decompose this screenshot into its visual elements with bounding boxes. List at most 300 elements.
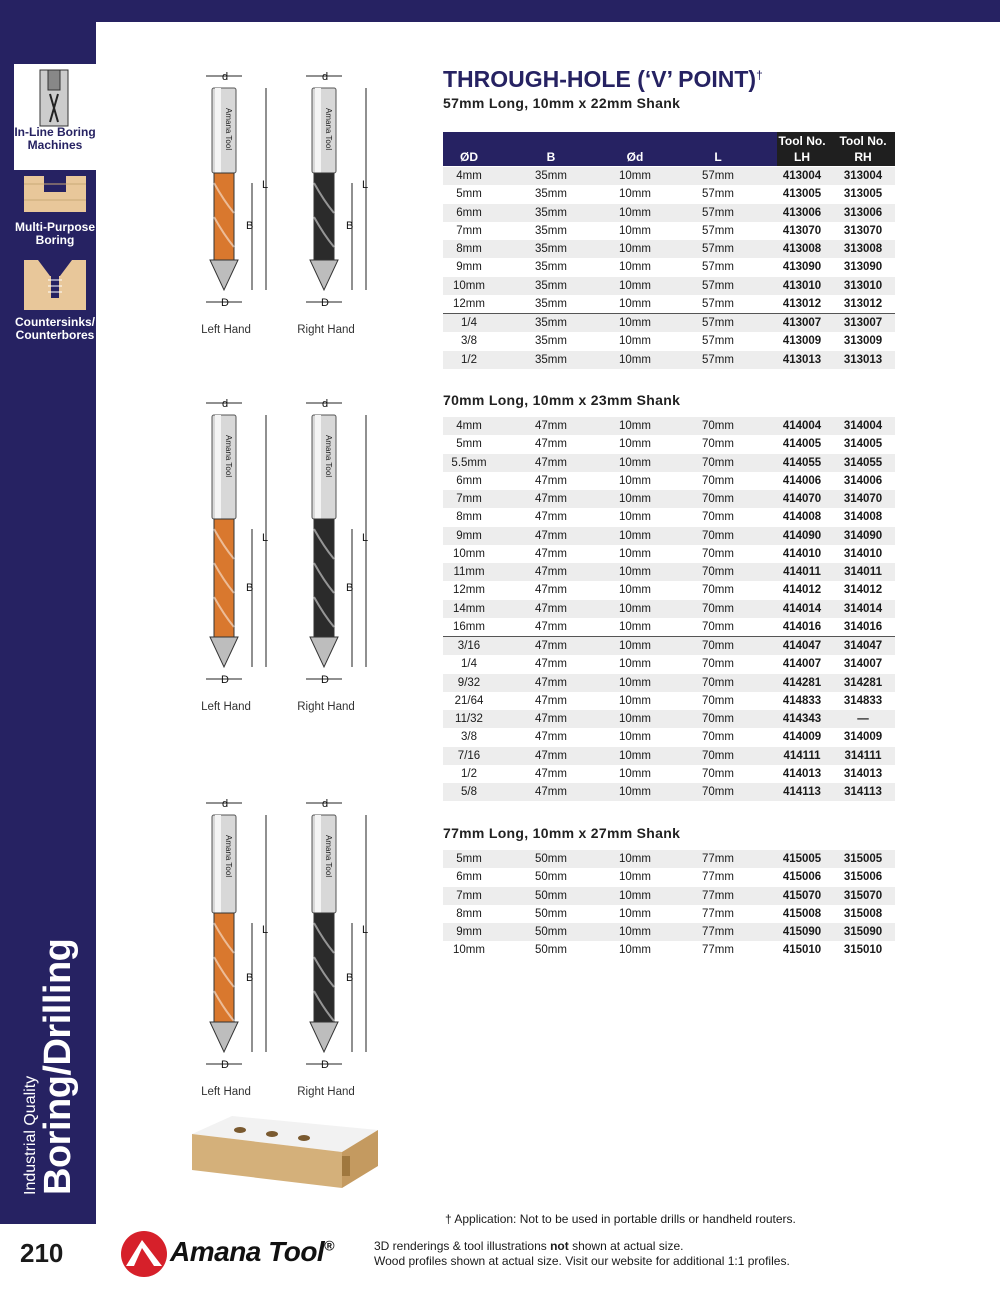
section-2-subtitle: 70mm Long, 10mm x 23mm Shank	[443, 392, 681, 408]
cell-b: 50mm	[535, 871, 567, 884]
cell-lh: 415010	[782, 944, 822, 957]
cell-d: 10mm	[607, 600, 663, 618]
cell-b: 47mm	[535, 438, 567, 451]
dim-D-label: D	[321, 674, 329, 686]
dim-D-label: D	[221, 674, 229, 686]
sidebar-card-countersinks[interactable]	[14, 258, 96, 314]
cell-l: 57mm	[663, 204, 773, 222]
cell-lh: 413010	[773, 277, 831, 295]
table-row	[443, 581, 895, 599]
cell-b: 47mm	[495, 454, 607, 472]
dim-B-label: B	[346, 582, 354, 594]
shank-brand-text: Amana Tool	[324, 435, 333, 478]
cell-l: 70mm	[663, 674, 773, 692]
cell-od: 4mm	[443, 417, 495, 435]
cell-od: 10mm	[443, 277, 495, 295]
cell-d: 10mm	[607, 527, 663, 545]
note-post: shown at actual size.	[568, 1239, 684, 1253]
table-row	[443, 314, 895, 333]
cell-lh: 414012	[782, 584, 822, 597]
cell-od: 12mm	[453, 297, 485, 310]
cell-b: 47mm	[495, 527, 607, 545]
cell-od: 5mm	[456, 438, 482, 451]
cell-d: 10mm	[607, 563, 663, 581]
cell-rh: 313012	[843, 297, 883, 310]
cell-od: 8mm	[456, 511, 482, 524]
table-row	[443, 472, 895, 490]
sidebar-card-multi-purpose[interactable]	[14, 172, 96, 216]
cell-od: 1/4	[461, 658, 477, 671]
shank-brand-text: Amana Tool	[224, 435, 233, 478]
dim-L-label: L	[262, 532, 269, 544]
cell-l: 57mm	[663, 240, 773, 258]
cell-od: 7mm	[456, 224, 482, 237]
cell-rh: 313090	[843, 261, 883, 274]
cell-lh: 414004	[773, 417, 831, 435]
cell-od: 6mm	[456, 871, 482, 884]
dim-d-label: d	[221, 398, 229, 410]
cell-rh: 314009	[843, 731, 883, 744]
dim-B-label: B	[246, 972, 254, 984]
cell-lh: 414343	[773, 710, 831, 728]
cell-lh: 414016	[782, 620, 822, 633]
cell-od: 12mm	[453, 584, 485, 597]
cell-l: 70mm	[702, 658, 734, 671]
cell-od: 6mm	[456, 474, 482, 487]
dim-d-label: d	[321, 398, 329, 410]
cell-d: 10mm	[619, 871, 651, 884]
cell-d: 10mm	[607, 747, 663, 765]
cell-b: 47mm	[535, 511, 567, 524]
cell-b: 35mm	[535, 188, 567, 201]
cell-b: 35mm	[495, 351, 607, 369]
cell-od: 4mm	[443, 167, 495, 185]
dim-D-label: D	[321, 297, 329, 309]
table-row	[443, 710, 895, 728]
brand-name: Amana Tool	[170, 1236, 325, 1267]
dim-d-label: d	[321, 798, 329, 810]
cell-b: 50mm	[535, 944, 567, 957]
cell-rh: 315008	[843, 907, 883, 920]
cell-lh: 414005	[782, 438, 822, 451]
table-row	[443, 868, 895, 886]
cell-d: 10mm	[619, 944, 651, 957]
cell-d: 10mm	[619, 474, 651, 487]
table-77mm	[443, 850, 895, 960]
cell-d: 10mm	[607, 417, 663, 435]
table-row	[443, 167, 895, 185]
cell-b: 47mm	[495, 747, 607, 765]
cell-l: 77mm	[702, 907, 734, 920]
cell-lh: 413008	[773, 240, 831, 258]
cell-rh: 314011	[831, 563, 895, 581]
col-lh-line2: LH	[794, 150, 810, 164]
cell-lh: 413012	[782, 297, 822, 310]
cell-od: 5/8	[443, 783, 495, 801]
table-row	[443, 747, 895, 765]
cell-l: 57mm	[702, 224, 734, 237]
cell-lh: 414010	[782, 547, 822, 560]
dim-D-label: D	[221, 297, 229, 309]
cell-b: 35mm	[495, 240, 607, 258]
table-row	[443, 454, 895, 472]
cell-b: 47mm	[535, 474, 567, 487]
top-bar	[0, 0, 1000, 22]
table-row	[443, 295, 895, 314]
cell-d: 10mm	[607, 850, 663, 868]
cell-rh: 314006	[843, 474, 883, 487]
table-row	[443, 435, 895, 453]
table-row	[443, 783, 895, 801]
inline-boring-icon	[14, 64, 96, 170]
cell-d: 10mm	[607, 710, 663, 728]
table-row	[443, 618, 895, 637]
section-vertical-title	[22, 939, 77, 1195]
right-hand-caption: Right Hand	[297, 701, 355, 713]
cell-l: 57mm	[702, 261, 734, 274]
cell-rh: 314047	[831, 637, 895, 656]
cell-d: 10mm	[607, 783, 663, 801]
cell-lh: 413070	[782, 224, 822, 237]
cell-l: 77mm	[663, 887, 773, 905]
cell-l: 77mm	[702, 944, 734, 957]
cell-b: 47mm	[535, 547, 567, 560]
cell-lh: 415090	[773, 923, 831, 941]
amana-logo-icon	[120, 1230, 168, 1278]
cell-lh: 413005	[782, 188, 822, 201]
cell-b: 35mm	[535, 261, 567, 274]
table-row	[443, 332, 895, 350]
cell-b: 47mm	[495, 637, 607, 656]
table-header	[443, 132, 895, 166]
cell-l: 57mm	[702, 297, 734, 310]
cell-l: 70mm	[663, 417, 773, 435]
cell-d: 10mm	[619, 767, 651, 780]
cell-rh: 314004	[831, 417, 895, 435]
cell-rh: 314007	[843, 658, 883, 671]
cell-lh: 415008	[782, 907, 822, 920]
cell-od: 7mm	[443, 490, 495, 508]
cell-od: 5.5mm	[443, 454, 495, 472]
cell-l: 70mm	[702, 694, 734, 707]
cell-d: 10mm	[619, 297, 651, 310]
cell-rh: 314012	[843, 584, 883, 597]
table-row	[443, 351, 895, 369]
cell-b: 47mm	[495, 417, 607, 435]
cell-rh: 314014	[831, 600, 895, 618]
cell-b: 35mm	[535, 297, 567, 310]
left-hand-caption: Left Hand	[201, 1086, 251, 1098]
countersink-icon	[14, 258, 96, 314]
table-row	[443, 941, 895, 959]
cell-rh: 314016	[843, 620, 883, 633]
dim-L-label: L	[262, 179, 269, 191]
cell-lh: 414007	[782, 658, 822, 671]
dim-B-label: B	[246, 582, 254, 594]
cell-lh: 413013	[773, 351, 831, 369]
cell-l: 57mm	[702, 188, 734, 201]
cell-lh: 415005	[773, 850, 831, 868]
table-row	[443, 923, 895, 941]
shank-brand-text: Amana Tool	[324, 108, 333, 151]
cell-od: 10mm	[453, 547, 485, 560]
cell-od: 11/32	[443, 710, 495, 728]
cell-lh: 414113	[773, 783, 831, 801]
cell-l: 70mm	[702, 547, 734, 560]
cell-od: 7mm	[443, 887, 495, 905]
shank-brand-text: Amana Tool	[224, 835, 233, 878]
cell-d: 10mm	[619, 907, 651, 920]
cell-l: 77mm	[702, 871, 734, 884]
cell-b: 47mm	[495, 490, 607, 508]
cell-d: 10mm	[607, 240, 663, 258]
table-70mm	[443, 417, 895, 801]
page-number: 210	[20, 1238, 64, 1268]
cell-lh: 414006	[782, 474, 822, 487]
cell-l: 57mm	[663, 277, 773, 295]
cell-rh: 314113	[831, 783, 895, 801]
cell-rh: 313013	[831, 351, 895, 369]
cell-d: 10mm	[607, 674, 663, 692]
footnote: † Application: Not to be used in portable drills or handheld routers.	[445, 1212, 796, 1226]
cell-l: 57mm	[663, 351, 773, 369]
right-hand-drill-diagram	[294, 68, 404, 328]
section-big-label: Boring/Drilling	[37, 938, 79, 1195]
cell-b: 47mm	[535, 767, 567, 780]
left-hand-caption: Left Hand	[201, 701, 251, 713]
cell-b: 35mm	[495, 167, 607, 185]
cell-b: 35mm	[495, 277, 607, 295]
cell-l: 70mm	[702, 620, 734, 633]
table-row	[443, 222, 895, 240]
cell-b: 47mm	[535, 694, 567, 707]
table-row	[443, 637, 895, 656]
cell-l: 70mm	[702, 438, 734, 451]
section-1-subtitle: 57mm Long, 10mm x 22mm Shank	[443, 95, 681, 111]
cell-b: 35mm	[535, 335, 567, 348]
cell-d: 10mm	[607, 490, 663, 508]
table-row	[443, 765, 895, 783]
cell-lh: 415006	[782, 871, 822, 884]
cell-d: 10mm	[619, 658, 651, 671]
cell-l: 57mm	[663, 314, 773, 333]
cell-rh: 314090	[831, 527, 895, 545]
cell-d: 10mm	[607, 277, 663, 295]
cell-b: 47mm	[535, 620, 567, 633]
cell-rh: 315006	[843, 871, 883, 884]
cell-l: 77mm	[663, 923, 773, 941]
cell-lh: 413090	[782, 261, 822, 274]
col-rh-line2: RH	[854, 150, 872, 164]
cell-l: 70mm	[702, 767, 734, 780]
cell-b: 47mm	[535, 584, 567, 597]
cell-od: 3/8	[461, 731, 477, 744]
title-dagger: †	[756, 68, 763, 82]
cell-rh: 314008	[843, 511, 883, 524]
cell-lh: 414009	[782, 731, 822, 744]
cell-d: 10mm	[607, 314, 663, 333]
cell-od: 9mm	[443, 923, 495, 941]
right-hand-drill-diagram	[294, 395, 404, 705]
cell-b: 35mm	[535, 224, 567, 237]
cell-d: 10mm	[607, 454, 663, 472]
cell-lh: 414833	[782, 694, 822, 707]
cell-od: 10mm	[453, 944, 485, 957]
cell-rh: 313005	[843, 188, 883, 201]
table-row	[443, 204, 895, 222]
table-row	[443, 545, 895, 563]
cell-od: 9mm	[456, 261, 482, 274]
cell-od: 8mm	[443, 240, 495, 258]
sidebar-card-inline-boring[interactable]	[14, 64, 96, 170]
cell-l: 70mm	[663, 454, 773, 472]
cell-l: 70mm	[663, 527, 773, 545]
cell-l: 70mm	[702, 584, 734, 597]
multi-purpose-boring-icon	[14, 172, 96, 216]
cell-b: 35mm	[495, 314, 607, 333]
shank-brand-text: Amana Tool	[324, 835, 333, 878]
table-row	[443, 692, 895, 710]
cell-rh: 314111	[831, 747, 895, 765]
dim-B-label: B	[246, 220, 254, 232]
section-3-subtitle: 77mm Long, 10mm x 27mm Shank	[443, 825, 681, 841]
table-57mm	[443, 167, 895, 369]
cell-l: 70mm	[663, 637, 773, 656]
cell-od: 9mm	[443, 527, 495, 545]
left-hand-caption: Left Hand	[201, 324, 251, 336]
cell-lh: 414013	[782, 767, 822, 780]
cell-l: 70mm	[663, 783, 773, 801]
cell-d: 10mm	[607, 923, 663, 941]
cell-d: 10mm	[619, 188, 651, 201]
cell-lh: 414011	[773, 563, 831, 581]
cell-od: 14mm	[443, 600, 495, 618]
cell-d: 10mm	[607, 351, 663, 369]
cell-d: 10mm	[619, 547, 651, 560]
table-row	[443, 655, 895, 673]
cell-rh: 314005	[843, 438, 883, 451]
cell-b: 50mm	[535, 907, 567, 920]
dim-B-label: B	[346, 972, 354, 984]
cell-rh: 314070	[831, 490, 895, 508]
cell-l: 70mm	[663, 563, 773, 581]
cell-od: 21/64	[454, 694, 484, 707]
shank-brand-text: Amana Tool	[224, 108, 233, 151]
cell-l: 70mm	[702, 511, 734, 524]
cell-od: 6mm	[443, 204, 495, 222]
cell-rh: 314281	[831, 674, 895, 692]
col-lh-line1: Tool No.	[778, 134, 826, 148]
table-row	[443, 728, 895, 746]
col-od: ØD	[460, 150, 478, 164]
cell-l: 70mm	[663, 747, 773, 765]
cell-b: 47mm	[535, 658, 567, 671]
cell-rh: 313008	[831, 240, 895, 258]
page-title	[443, 66, 763, 93]
cell-rh: 313010	[831, 277, 895, 295]
cell-lh: 414014	[773, 600, 831, 618]
cell-od: 8mm	[456, 907, 482, 920]
cell-od: 1/2	[461, 767, 477, 780]
cell-rh: 315010	[843, 944, 883, 957]
cell-lh: 414008	[782, 511, 822, 524]
cell-b: 47mm	[495, 600, 607, 618]
cell-od: 5mm	[443, 850, 495, 868]
cell-d: 10mm	[607, 167, 663, 185]
table-row	[443, 185, 895, 203]
cell-rh: 313007	[831, 314, 895, 333]
right-hand-drill-diagram	[294, 795, 404, 1090]
cell-l: 70mm	[663, 710, 773, 728]
cell-od: 3/16	[443, 637, 495, 656]
cell-b: 50mm	[495, 887, 607, 905]
table-row	[443, 674, 895, 692]
cell-lh: 415070	[773, 887, 831, 905]
cell-rh: 313009	[843, 335, 883, 348]
cell-l: 70mm	[663, 490, 773, 508]
cell-b: 50mm	[495, 923, 607, 941]
dim-d-label: d	[321, 71, 329, 83]
cell-d: 10mm	[607, 887, 663, 905]
cell-d: 10mm	[619, 620, 651, 633]
table-row	[443, 850, 895, 868]
brand-registered: ®	[324, 1237, 335, 1254]
cell-lh: 413004	[773, 167, 831, 185]
cell-lh: 413007	[773, 314, 831, 333]
left-hand-drill-diagram	[194, 395, 304, 705]
table-row	[443, 277, 895, 295]
cell-lh: 413009	[782, 335, 822, 348]
cell-l: 70mm	[663, 600, 773, 618]
cell-b: 50mm	[495, 850, 607, 868]
right-hand-caption: Right Hand	[297, 324, 355, 336]
cell-d: 10mm	[619, 335, 651, 348]
note-pre: 3D renderings & tool illustrations	[374, 1239, 551, 1253]
table-row	[443, 563, 895, 581]
cell-b: 47mm	[495, 710, 607, 728]
cell-od: 5mm	[456, 188, 482, 201]
table-row	[443, 527, 895, 545]
cell-rh: 315090	[831, 923, 895, 941]
cell-b: 47mm	[495, 783, 607, 801]
dim-D-label: D	[321, 1059, 329, 1071]
cell-lh: 414055	[773, 454, 831, 472]
cell-l: 77mm	[663, 850, 773, 868]
dim-D-label: D	[221, 1059, 229, 1071]
table-row	[443, 905, 895, 923]
cell-b: 47mm	[495, 563, 607, 581]
table-row	[443, 240, 895, 258]
col-d: Ød	[626, 150, 644, 164]
right-hand-caption: Right Hand	[297, 1086, 355, 1098]
cell-b: 47mm	[495, 674, 607, 692]
cell-rh: 315005	[831, 850, 895, 868]
col-l: L	[714, 150, 722, 164]
cell-d: 10mm	[619, 694, 651, 707]
cell-l: 57mm	[663, 167, 773, 185]
cell-od: 11mm	[443, 563, 495, 581]
cell-l: 57mm	[702, 335, 734, 348]
cell-d: 10mm	[619, 224, 651, 237]
section-small-label: Industrial Quality	[22, 1075, 39, 1195]
table-row	[443, 417, 895, 435]
cell-b: 35mm	[495, 204, 607, 222]
dim-B-label: B	[346, 220, 354, 232]
sidebar-label-countersinks: Countersinks/ Counterbores	[14, 315, 95, 342]
cell-l: 70mm	[702, 731, 734, 744]
table-row	[443, 600, 895, 618]
cell-lh: 414090	[773, 527, 831, 545]
